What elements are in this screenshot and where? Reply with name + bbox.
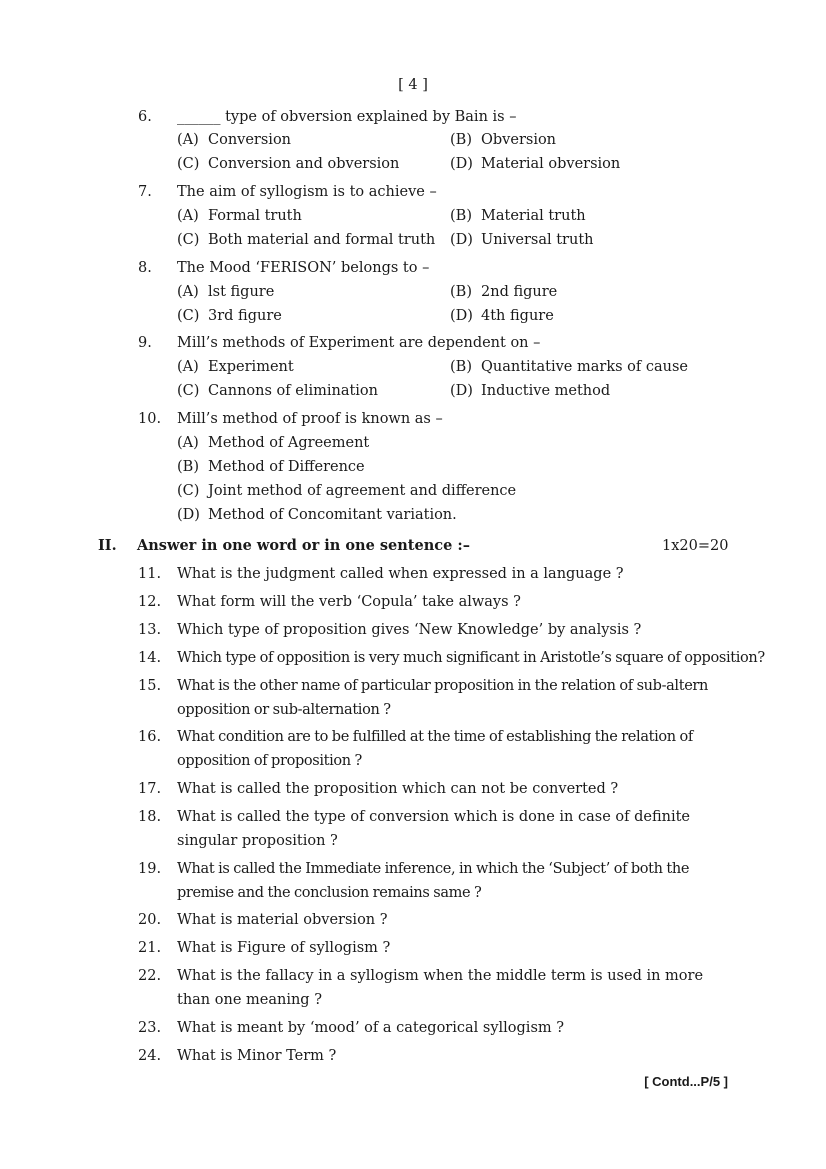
option-text: lst figure [208, 284, 275, 300]
question-text: What is called the type of conversion which is done in case of definite singular proposition ? [177, 809, 691, 849]
question-text: What is Figure of syllogism ? [177, 940, 391, 956]
question-text: What form will the verb ‘Copula’ take always ? [177, 594, 521, 610]
question-number: 16. [138, 729, 162, 745]
question-text: Which type of proposition gives ‘New Knowledge’ by analysis ? [177, 622, 642, 638]
option-label: (A) [177, 284, 199, 300]
option-label: (B) [450, 132, 472, 148]
question-number: 20. [138, 912, 162, 928]
option-label: (C) [177, 383, 200, 399]
section-marks: 1x20=20 [662, 538, 729, 554]
question-number: 12. [138, 594, 162, 610]
option-label: (B) [450, 284, 472, 300]
option-label: (B) [177, 459, 199, 475]
option [450, 307, 554, 325]
question-number: 22. [138, 968, 162, 984]
option-text: Both material and formal truth [208, 232, 436, 248]
question-text: What is called the Immediate inference, in which the ‘Subject’ of both the premise and the conclusion remains same ? [177, 861, 690, 901]
option-label: (D) [450, 383, 473, 399]
option [177, 207, 302, 225]
section-title: Answer in one word or in one sentence :– [137, 537, 470, 554]
option-text: Conversion and obversion [208, 156, 400, 172]
option-text: Material obversion [481, 156, 621, 172]
option-label: (B) [450, 359, 472, 375]
option [177, 358, 294, 376]
option-text: 4th figure [481, 308, 554, 324]
option-text: Method of Agreement [208, 435, 370, 451]
question-text: What is called the proposition which can not be converted ? [177, 781, 619, 797]
option [177, 506, 457, 524]
option-text: Material truth [481, 208, 586, 224]
option-label: (C) [177, 232, 200, 248]
option-text: Quantitative marks of cause [481, 359, 688, 375]
question-text: What is the other name of particular proposition in the relation of sub-altern opposition or sub-alternation ? [177, 678, 708, 718]
question-text: What is meant by ‘mood’ of a categorical syllogism ? [177, 1020, 565, 1036]
option [177, 434, 369, 452]
question-number: 6. [138, 109, 152, 125]
question-text: What condition are to be fulfilled at the time of establishing the relation of opposition of proposition ? [177, 729, 693, 769]
option-label: (A) [177, 359, 199, 375]
question-text: The Mood ‘FERISON’ belongs to – [177, 260, 430, 276]
option [450, 283, 557, 301]
option-text: Cannons of elimination [208, 383, 378, 399]
question-number: 18. [138, 809, 162, 825]
question-text: What is the fallacy in a syllogism when the middle term is used in more than one meaning ? [177, 968, 704, 1008]
question-text: ______ type of obversion explained by Bain is – [177, 109, 517, 125]
option [450, 231, 594, 249]
option-label: (A) [177, 208, 199, 224]
option-text: 2nd figure [481, 284, 558, 300]
question-text: Which type of opposition is very much significant in Aristotle’s square of opposition? [177, 650, 765, 666]
option [177, 307, 282, 325]
option-label: (D) [450, 308, 473, 324]
question-text: What is material obversion ? [177, 912, 388, 928]
option [177, 283, 274, 301]
question-number: 11. [138, 566, 162, 582]
option-label: (C) [177, 156, 200, 172]
option [177, 131, 291, 149]
option-label: (D) [450, 156, 473, 172]
question-number: 24. [138, 1048, 162, 1064]
question-number: 19. [138, 861, 162, 877]
option [450, 207, 586, 225]
question-number: 8. [138, 260, 152, 276]
option-text: Method of Difference [208, 459, 365, 475]
section-number: II. [98, 537, 117, 554]
option-label: (A) [177, 132, 199, 148]
page-number: [ 4 ] [398, 77, 428, 93]
option [450, 155, 620, 173]
question-text: The aim of syllogism is to achieve – [177, 184, 437, 200]
question-text: What is the judgment called when expressed in a language ? [177, 566, 624, 582]
option-text: Universal truth [481, 232, 594, 248]
question-number: 14. [138, 650, 162, 666]
option-label: (B) [450, 208, 472, 224]
option [450, 131, 556, 149]
option-text: Conversion [208, 132, 292, 148]
option-label: (A) [177, 435, 199, 451]
option [450, 358, 688, 376]
option [177, 231, 435, 249]
option-label: (D) [450, 232, 473, 248]
question-number: 9. [138, 335, 152, 351]
question-number: 13. [138, 622, 162, 638]
question-number: 21. [138, 940, 162, 956]
option-label: (D) [177, 507, 200, 523]
question-number: 23. [138, 1020, 162, 1036]
question-text: Mill’s method of proof is known as – [177, 411, 443, 427]
question-number: 15. [138, 678, 162, 694]
question-number: 10. [138, 411, 162, 427]
option [177, 458, 365, 476]
question-text: What is Minor Term ? [177, 1048, 337, 1064]
option-text: Experiment [208, 359, 294, 375]
option-text: Formal truth [208, 208, 302, 224]
question-number: 7. [138, 184, 152, 200]
option-text: Inductive method [481, 383, 611, 399]
option-text: Joint method of agreement and difference [208, 483, 517, 499]
option-text: 3rd figure [208, 308, 282, 324]
option-text: Method of Concomitant variation. [208, 507, 457, 523]
option [177, 382, 378, 400]
option-label: (C) [177, 483, 200, 499]
option-label: (C) [177, 308, 200, 324]
continued-footer: [ Contd...P/5 ] [644, 1074, 728, 1089]
option [177, 155, 399, 173]
option-text: Obversion [481, 132, 557, 148]
option [450, 382, 610, 400]
question-text: Mill’s methods of Experiment are dependent on – [177, 335, 541, 351]
option [177, 482, 516, 500]
question-number: 17. [138, 781, 162, 797]
